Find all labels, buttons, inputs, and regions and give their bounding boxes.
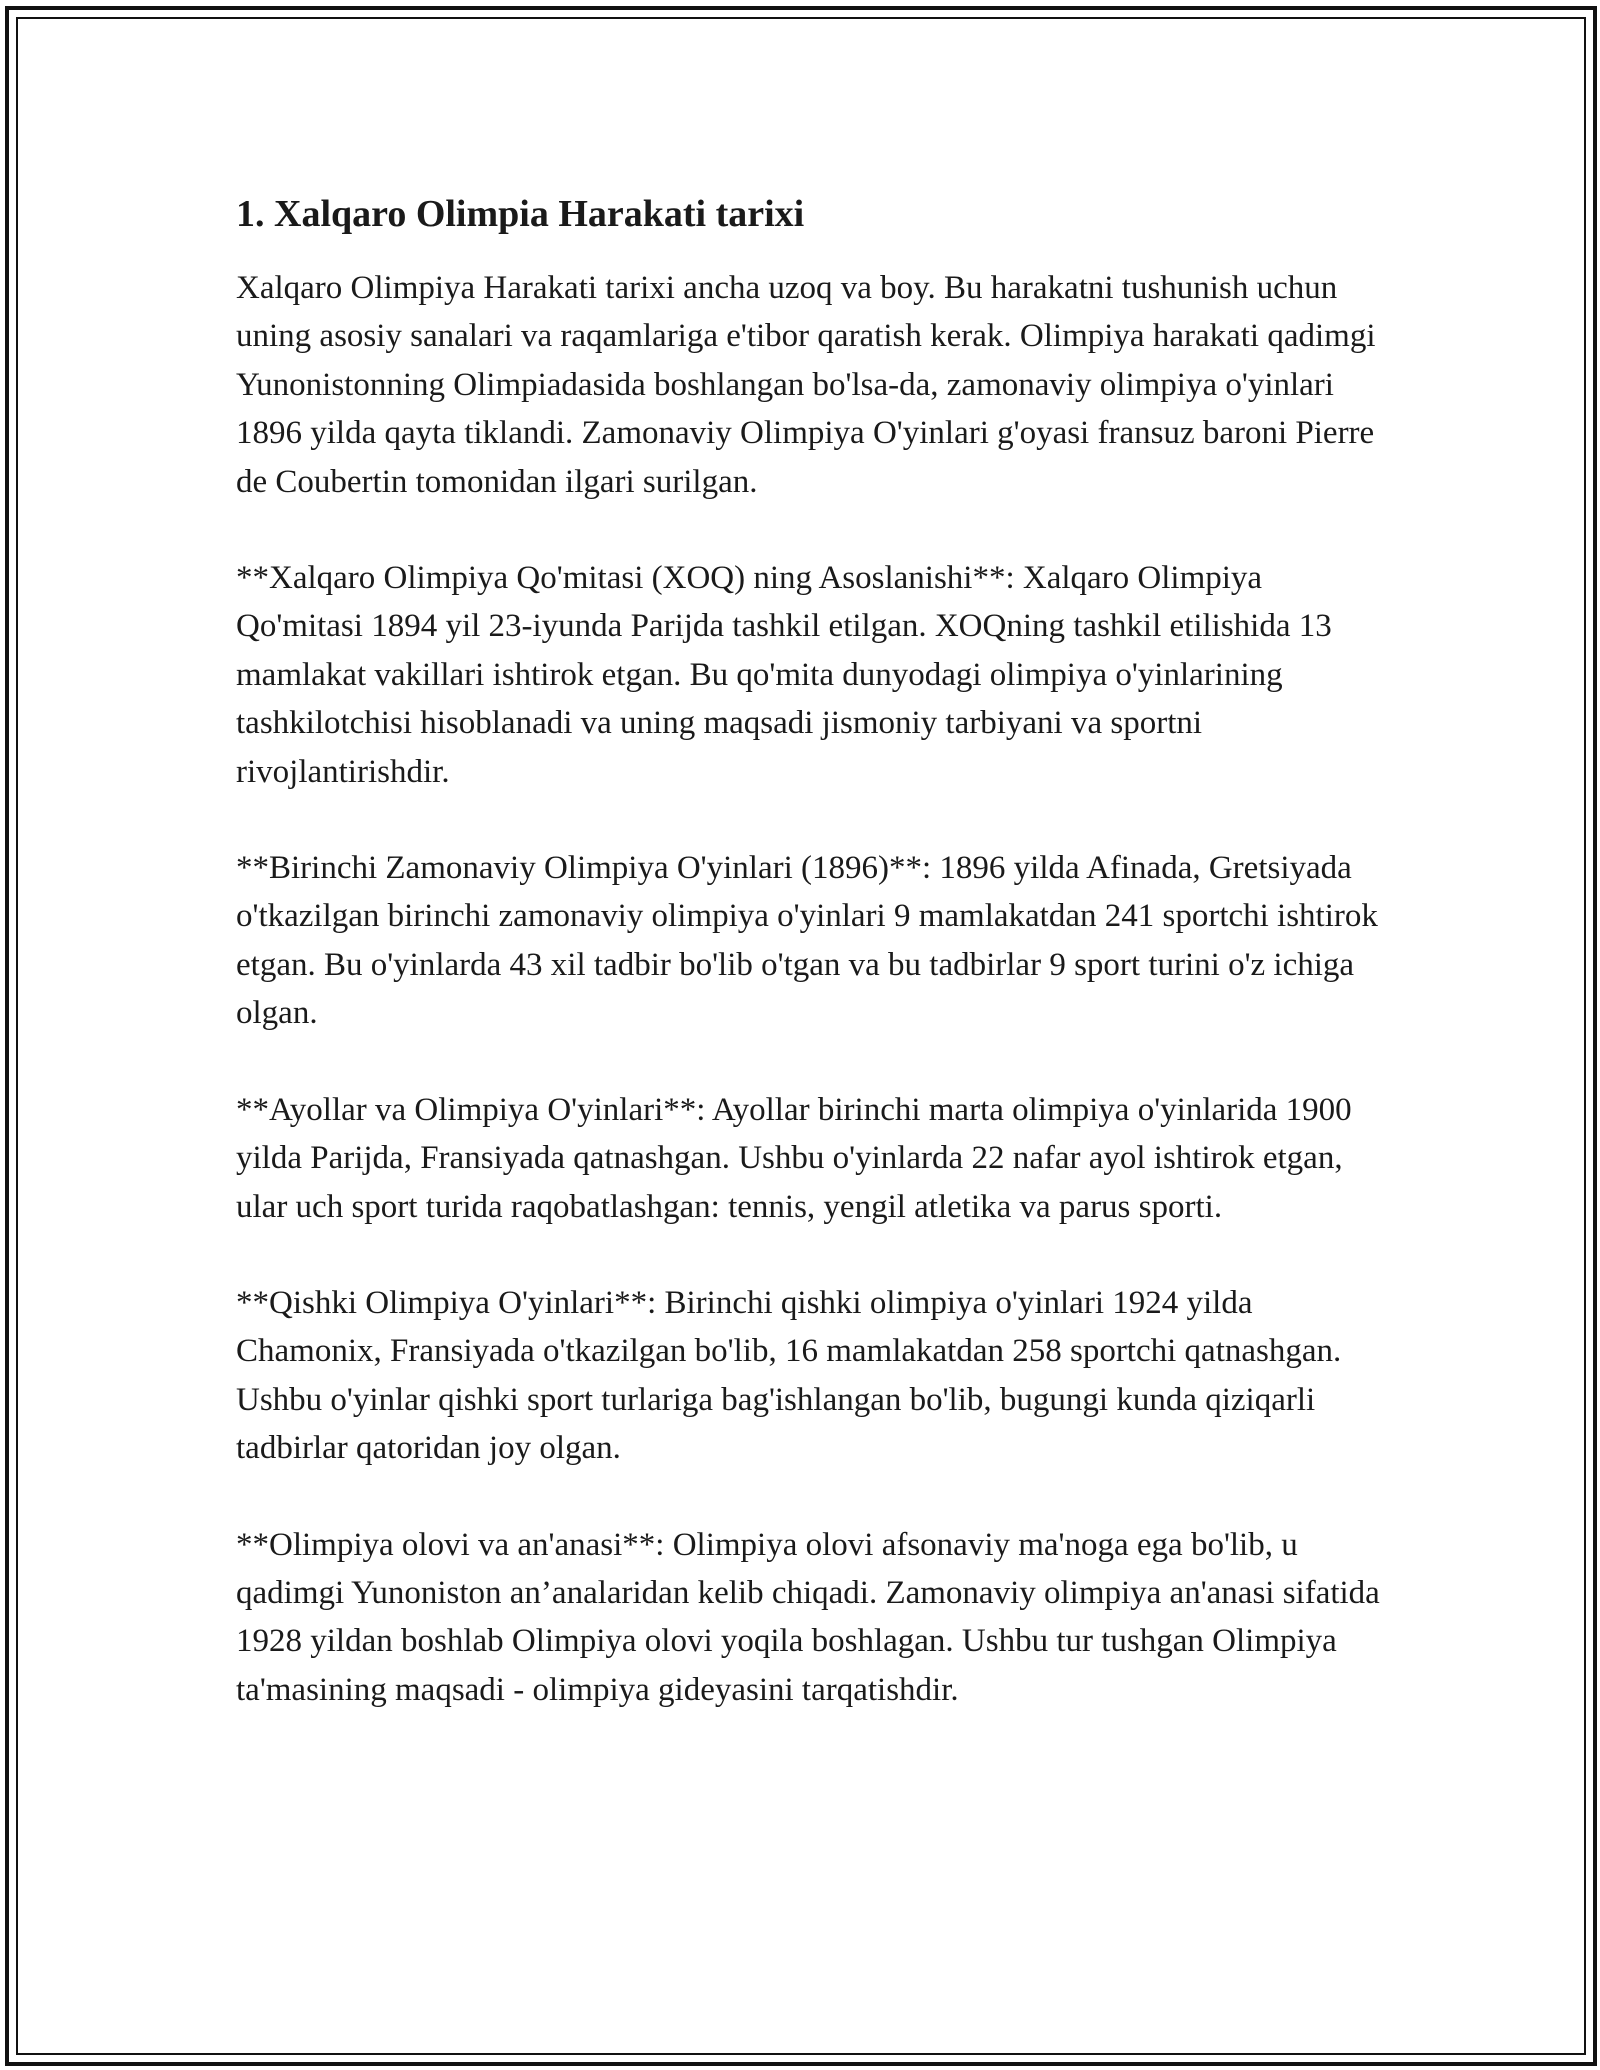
paragraph-intro: Xalqaro Olimpiya Harakati tarixi ancha uzoq va boy. Bu harakatni tushunish uchun uning asosiy sanalari va raqamlariga e'tibor qaratish kerak. Olimpiya harakati qadimgi Yunonistonning Olimpiadasida boshlangan bo'lsa-da, zamonaviy olimpiya o'yinlari 1896 yilda qayta tiklandi. Zamonaviy Olimpiya O'yinlari g'oyasi fransuz baroni Pierre de Coubertin tomonidan ilgari surilgan. [236, 270, 1376, 500]
paragraph-first-modern-games: **Birinchi Zamonaviy Olimpiya O'yinlari (1896)**: 1896 yilda Afinada, Gretsiyada o'tkazilgan birinchi zamonaviy olimpiya o'yinlari 9 mamlakatdan 241 sportchi ishtirok etgan. Bu o'yinlarda 43 xil tadbir bo'lib o'tgan va bu tadbirlar 9 sport turini o'z ichiga olgan. [236, 850, 1378, 1032]
paragraph-women-games: **Ayollar va Olimpiya O'yinlari**: Ayollar birinchi marta olimpiya o'yinlarida 1900 yilda Parijda, Fransiyada qatnashgan. Ushbu o'yinlarda 22 nafar ayol ishtirok etgan, ular uch sport turida raqobatlashgan: tennis, yengil atletika va parus sporti. [236, 1091, 1352, 1225]
paragraph-olympic-flame: **Olimpiya olovi va an'anasi**: Olimpiya olovi afsonaviy ma'noga ega bo'lib, u qadimgi Yunoniston an’analaridan kelib chiqadi. Zamonaviy olimpiya an'anasi sifatida 1928 yildan boshlab Olimpiya olovi yoqila boshlagan. Ushbu tur tushgan Olimpiya ta'masining maqsadi - olimpiya gideyasini tarqatishdir. [236, 1526, 1380, 1708]
section-heading: 1. Xalqaro Olimpia Harakati tarixi [236, 193, 805, 235]
paragraph-winter-games: **Qishki Olimpiya O'yinlari**: Birinchi qishki olimpiya o'yinlari 1924 yilda Chamonix, Fransiyada o'tkazilgan bo'lib, 16 mamlakatdan 258 sportchi qatnashgan. Ushbu o'yinlar qishki sport turlariga bag'ishlangan bo'lib, bugungi kunda qiziqarli tadbirlar qatoridan joy olgan. [236, 1284, 1342, 1467]
document-body [236, 190, 1381, 1762]
paragraph-ioc-founding: **Xalqaro Olimpiya Qo'mitasi (XOQ) ning Asoslanishi**: Xalqaro Olimpiya Qo'mitasi 1894 yil 23-iyunda Parijda tashkil etilgan. XOQning tashkil etilishida 13 mamlakat vakillari ishtirok etgan. Bu qo'mita dunyodagi olimpiya o'yinlarining tashkilotchisi hisoblanadi va uning maqsadi jismoniy tarbiyani va sportni rivojlantirishdir. [236, 560, 1332, 790]
